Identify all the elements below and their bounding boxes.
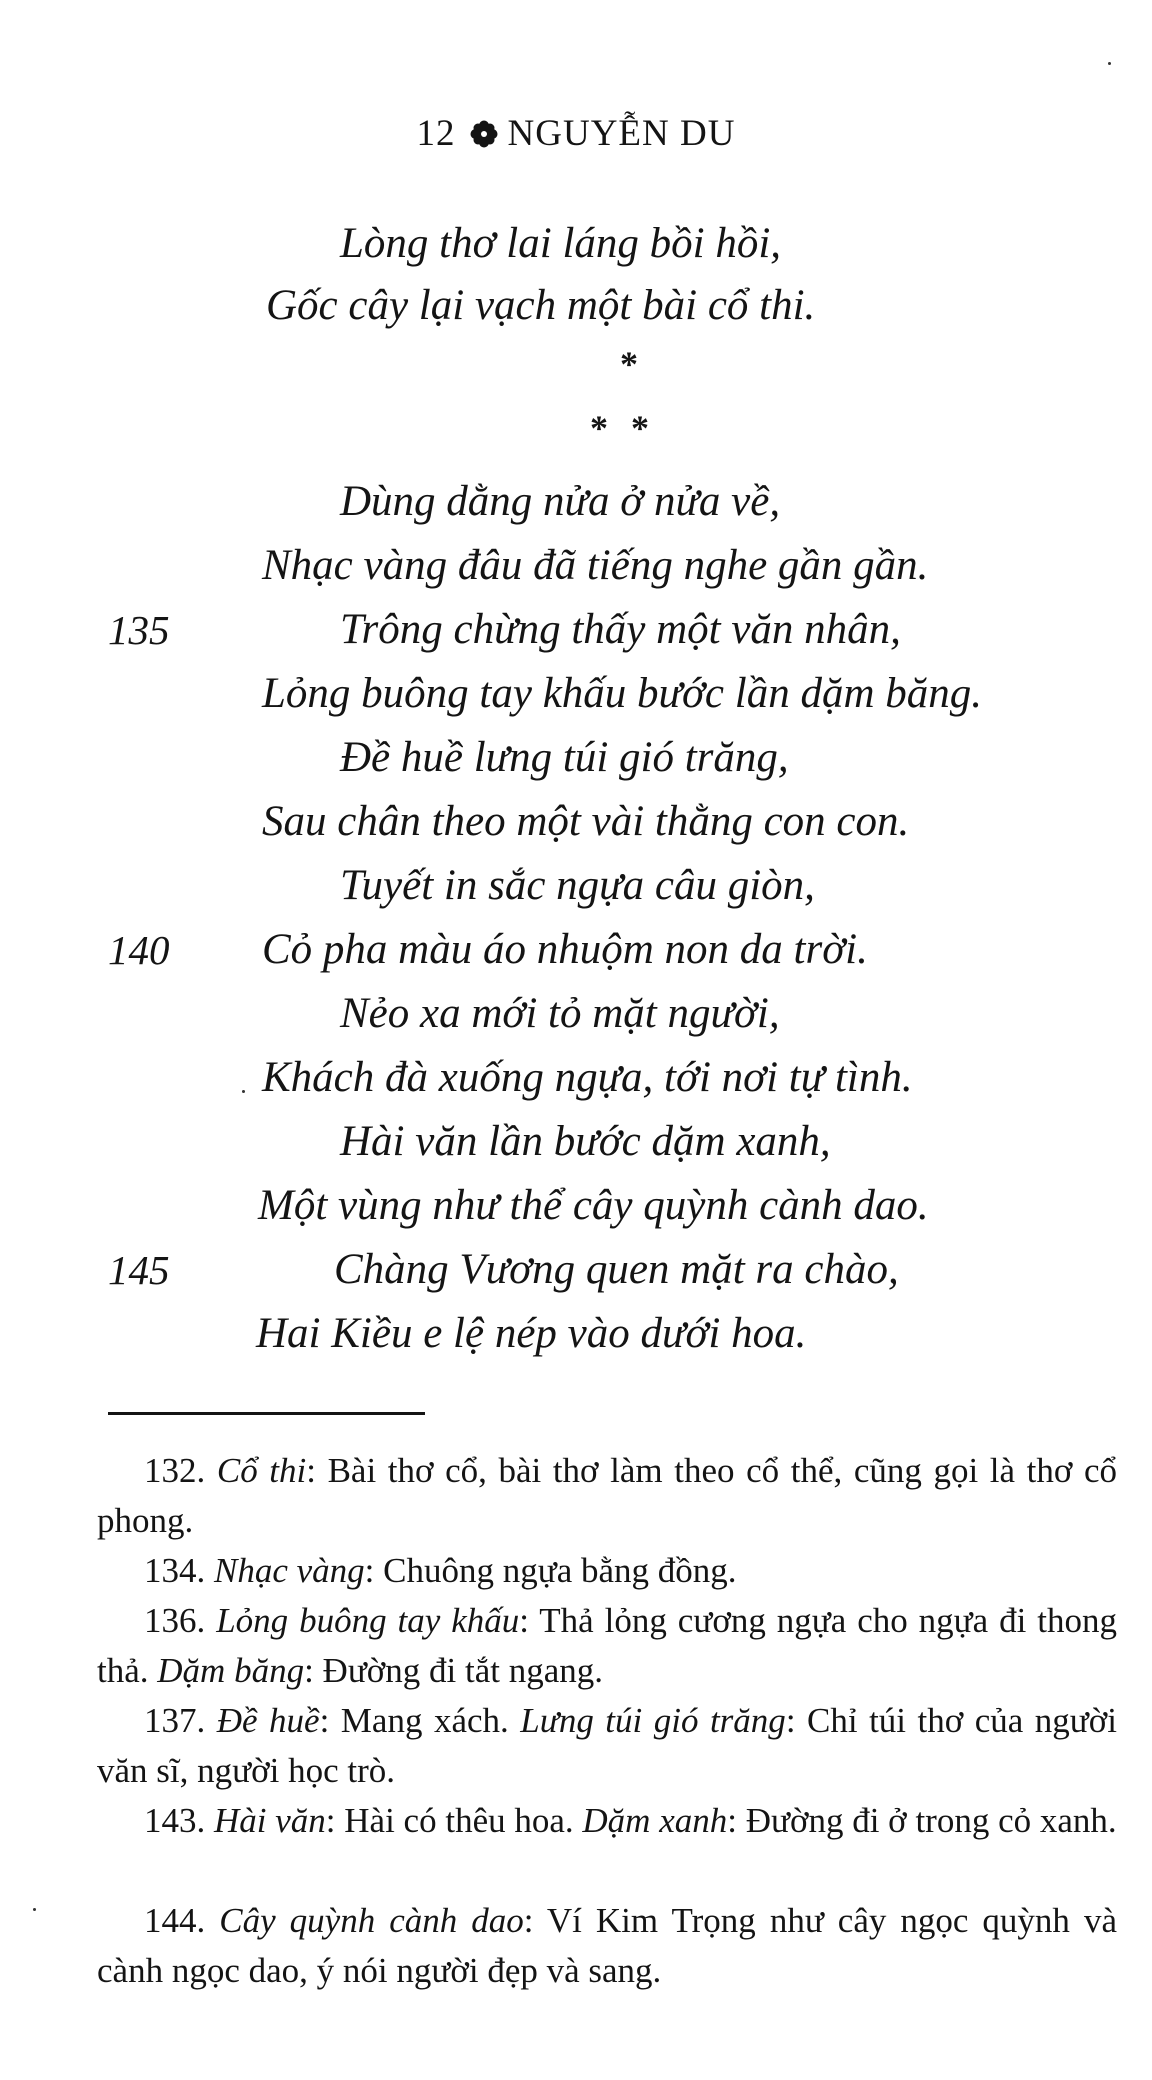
line-number: 135 (108, 607, 170, 653)
verse-line: Sau chân theo một vài thằng con con. (262, 798, 910, 845)
verse-line: Hai Kiều e lệ nép vào dưới hoa. (256, 1310, 807, 1357)
verse-line: Tuyết in sắc ngựa câu giòn, (340, 862, 815, 909)
footnote-136: 136. Lỏng buông tay khấu: Thả lỏng cương ngựa cho ngựa đi thong thả. Dặm băng: Đường đi tắt ngang. (97, 1601, 1117, 1690)
separator-stars-bottom: * * (590, 408, 649, 448)
footnote-137: 137. Đề huề: Mang xách. Lưng túi gió trăng: Chỉ túi thơ của người văn sĩ, người học trò. (97, 1701, 1118, 1790)
verse-line: Dùng dằng nửa ở nửa về, (340, 478, 781, 525)
line-number: 145 (108, 1247, 170, 1293)
verse-line: Đề huề lưng túi gió trăng, (340, 734, 789, 781)
footnote-134: 134. Nhạc vàng: Chuông ngựa bằng đồng. (144, 1551, 737, 1590)
footnote-143: 143. Hài văn: Hài có thêu hoa. Dặm xanh: Đường đi ở trong cỏ xanh. (144, 1801, 1117, 1840)
footnote-144: 144. Cây quỳnh cành dao: Ví Kim Trọng như cây ngọc quỳnh và cành ngọc dao, ý nói người đẹp và sang. (97, 1901, 1117, 1990)
author-name: NGUYỄN DU (507, 113, 736, 154)
verse-line: Lòng thơ lai láng bồi hồi, (340, 220, 782, 267)
scan-speck (33, 1908, 36, 1911)
scan-speck (1108, 62, 1111, 65)
separator-star-top: * (620, 344, 638, 384)
verse-line: Cỏ pha màu áo nhuộm non da trời. (262, 926, 868, 973)
verse-line: Nẻo xa mới tỏ mặt người, (340, 990, 780, 1037)
verse-line: Trông chừng thấy một văn nhân, (340, 606, 901, 653)
scan-speck (242, 1090, 245, 1093)
verse-line: Gốc cây lại vạch một bài cổ thi. (266, 282, 816, 329)
verse-line: Nhạc vàng đâu đã tiếng nghe gần gần. (262, 542, 929, 589)
verse-line: Hài văn lần bước dặm xanh, (340, 1118, 831, 1165)
line-number: 140 (108, 927, 170, 973)
flower-ornament-icon (470, 120, 498, 148)
footnote-divider (108, 1412, 425, 1415)
verse-line: Lỏng buông tay khấu bước lần dặm băng. (262, 670, 983, 717)
verse-line: Khách đà xuống ngựa, tới nơi tự tình. (262, 1054, 913, 1101)
running-header (0, 112, 1152, 155)
page-number: 12 (416, 113, 456, 154)
footnote-132: 132. Cổ thi: Bài thơ cổ, bài thơ làm theo cổ thể, cũng gọi là thơ cổ phong. (97, 1451, 1118, 1540)
verse-line: Một vùng như thể cây quỳnh cành dao. (258, 1182, 929, 1229)
verse-line: Chàng Vương quen mặt ra chào, (334, 1246, 899, 1293)
